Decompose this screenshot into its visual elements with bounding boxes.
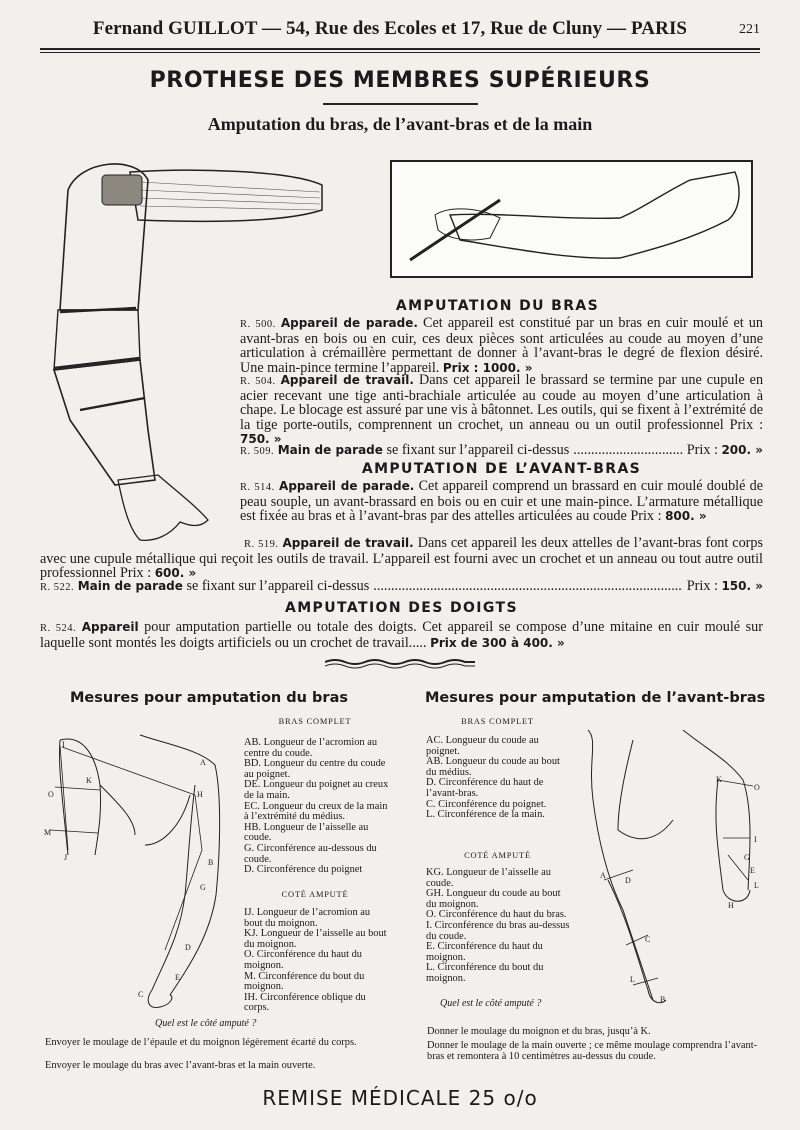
forearm-socket bbox=[54, 360, 155, 485]
prosthetic-hand bbox=[118, 475, 208, 540]
page-number: 221 bbox=[739, 22, 760, 37]
item-text: Dans cet appareil le brassard se termine par une cupule en acier recevant une tige anti-brachiale articulée au coude au moyen d’une articulation à chape. Le blocage est assuré par une vis à bâtonnet. Les outils, qui se fixent à l’extrémité de la tige porte-outils, comprennent un crochet, un anneau ou un outil professionnel bbox=[240, 372, 764, 433]
item-text: Cet appareil comprend un brassard en cuir moulé doublé de peau souple, un avant-brassard en bois ou en cuir et une main-pince. L’armature métallique est fixée au bras et à l’avant-bras par des attelles articulées au coude bbox=[240, 478, 764, 525]
item-price-label: Prix : bbox=[630, 508, 662, 525]
item-name: Appareil de travail. bbox=[280, 373, 414, 387]
shoulder-buckle bbox=[102, 175, 142, 205]
measure-item: O. Circonférence du haut du bras. bbox=[426, 909, 567, 921]
measure-item: DE. Longueur du poignet au creux de la main. bbox=[244, 779, 389, 801]
avant-ampute-heading: COTÉ AMPUTÉ bbox=[464, 851, 531, 860]
measure-item: G. Circonférence au-dessous du coude. bbox=[244, 842, 377, 865]
avant-question: Quel est le côté amputé ? bbox=[440, 998, 542, 1009]
medical-discount: REMISE MÉDICALE 25 o/o bbox=[262, 1086, 538, 1110]
measure-item: M. Circonférence du bout du moignon. bbox=[244, 970, 365, 993]
page-header: Fernand GUILLOT — 54, Rue des Ecoles et 17, Rue de Cluny — PARIS bbox=[92, 18, 688, 39]
shoulder-strap bbox=[130, 170, 322, 221]
bras-complet-heading: BRAS COMPLET bbox=[278, 717, 352, 726]
measure-item: KJ. Longueur de l’aisselle au bout du moignon. bbox=[244, 928, 387, 950]
figure-label: L bbox=[754, 881, 759, 890]
dot-leader bbox=[373, 579, 683, 595]
ref-code: R. 524. bbox=[40, 623, 77, 634]
section-heading-bras: AMPUTATION DU BRAS bbox=[395, 298, 600, 314]
page-title: PROTHESE DES MEMBRES SUPÉRIEURS bbox=[149, 68, 651, 93]
bras-ampute-heading: COTÉ AMPUTÉ bbox=[281, 890, 349, 899]
avantbras-item-514 bbox=[240, 479, 763, 524]
item-text: se fixant sur l’appareil ci-dessus bbox=[386, 442, 570, 458]
avantbras-item-522 bbox=[40, 579, 763, 595]
figure-label: K bbox=[86, 776, 92, 785]
measure-item: D. Circonférence du poignet bbox=[244, 864, 363, 876]
item-name: Appareil de travail. bbox=[282, 536, 414, 550]
bras-note-2: Envoyer le moulage du bras avec l’avant-bras et la main ouverte. bbox=[45, 1060, 316, 1071]
item-price: 200. » bbox=[721, 443, 763, 457]
figure-label: B bbox=[208, 858, 214, 867]
figure-label: D bbox=[625, 876, 631, 885]
figure-label: G bbox=[744, 853, 750, 862]
dot-leader bbox=[573, 443, 683, 459]
item-price: 750. » bbox=[240, 431, 282, 446]
item-name: Appareil de parade. bbox=[280, 316, 418, 330]
measure-item: I. Circonférence du bras au-dessus du coude. bbox=[426, 919, 570, 942]
item-price-label: Prix : bbox=[686, 442, 718, 458]
item-text: pour amputation partielle ou totale des doigts. Cet appareil se compose d’une mitaine en cuir moulé sur laquelle sont montés les doigts artificiels ou un crochet de travail..... bbox=[40, 619, 763, 652]
bras-measure-figure bbox=[40, 725, 240, 1015]
section-heading-doigts: AMPUTATION DES DOIGTS bbox=[284, 600, 518, 616]
measure-item: BD. Longueur du centre du coude au poignet. bbox=[244, 758, 386, 780]
item-price: Prix de 300 à 400. » bbox=[430, 636, 565, 651]
measure-item: C. Circonférence du poignet. bbox=[426, 798, 547, 810]
bras-item-500 bbox=[240, 316, 763, 375]
bras-note-1: Envoyer le moulage de l’épaule et du moignon légèrement écarté du corps. bbox=[45, 1037, 357, 1048]
figure-label: J bbox=[64, 853, 68, 862]
measure-item: GH. Longueur du coude au bout du moignon. bbox=[426, 888, 561, 910]
measure-item: HB. Longueur de l’aisselle au coude. bbox=[244, 821, 369, 844]
measure-item: AC. Longueur du coude au poignet. bbox=[426, 735, 539, 757]
figure-label: D bbox=[185, 943, 191, 952]
item-price-label: Prix : bbox=[686, 578, 718, 594]
item-price: Prix : 1000. » bbox=[442, 360, 533, 375]
figure-label: H bbox=[197, 790, 203, 799]
measure-item: AB. Longueur de l’acromion au centre du coude. bbox=[244, 737, 378, 759]
figure-label: E bbox=[175, 973, 180, 982]
measure-item: AB. Longueur du coude au bout du médius. bbox=[426, 756, 560, 778]
ref-code: R. 514. bbox=[240, 482, 275, 493]
bras-item-504 bbox=[240, 373, 763, 446]
item-price: 150. » bbox=[721, 579, 763, 593]
forearm-prosthesis-photo bbox=[390, 160, 753, 278]
measure-item: E. Circonférence du haut du moignon. bbox=[426, 941, 543, 963]
avant-complet-heading: BRAS COMPLET bbox=[461, 717, 534, 726]
avant-complet-list bbox=[426, 736, 571, 821]
bras-item-509 bbox=[240, 443, 763, 459]
figure-label: O bbox=[48, 790, 54, 799]
measures-bras-title: Mesures pour amputation du bras bbox=[70, 690, 348, 706]
measure-item: IH. Circonférence oblique du corps. bbox=[244, 991, 366, 1014]
header-rule-thin bbox=[40, 52, 760, 53]
figure-label: K bbox=[716, 775, 722, 784]
bras-complet-list bbox=[244, 738, 389, 876]
item-price: 600. » bbox=[154, 566, 197, 581]
item-price-label: Prix : bbox=[120, 565, 152, 582]
figure-label: I bbox=[754, 835, 757, 844]
measure-item: L. Circonférence de la main. bbox=[426, 809, 545, 821]
measures-avant-bras-title: Mesures pour amputation de l’avant-bras bbox=[425, 690, 766, 706]
bras-ampute-list bbox=[244, 908, 389, 1014]
avant-note-1: Donner le moulage du moignon et du bras, jusqu’à K. bbox=[427, 1026, 651, 1037]
figure-label: C bbox=[645, 935, 651, 944]
figure-label: A bbox=[200, 758, 206, 767]
ref-code: R. 509. bbox=[240, 446, 275, 457]
doigts-item-524 bbox=[40, 620, 763, 650]
figure-label: B bbox=[660, 995, 666, 1004]
measure-item: L. Circonférence du bout du moignon. bbox=[426, 962, 544, 984]
avant-bras-measure-figure bbox=[578, 720, 773, 1010]
figure-label: E bbox=[750, 866, 755, 875]
measure-item: KG. Longueur de l’aisselle au coude. bbox=[426, 867, 551, 889]
item-name: Appareil de parade. bbox=[279, 479, 415, 493]
figure-label: G bbox=[200, 883, 206, 892]
figure-label: A bbox=[600, 871, 606, 880]
measure-item: O. Circonférence du haut du moignon. bbox=[244, 949, 363, 971]
item-price: 800. » bbox=[665, 509, 707, 524]
item-text: Cet appareil est constitué par un bras en cuir moulé et un avant-bras en bois ou en cuir, ces deux pièces sont articulées au coude au moyen d’une articulation à crémaillère permettant de donner à l’avant-bras le degré de flexion désiré. Une main-pince termine l’appareil. bbox=[240, 315, 763, 376]
item-text: se fixant sur l’appareil ci-dessus bbox=[186, 578, 370, 594]
ref-code: R. 504. bbox=[240, 376, 276, 387]
figure-label: H bbox=[728, 901, 734, 910]
figure-label: O bbox=[754, 783, 760, 792]
ref-code: R. 522. bbox=[40, 582, 75, 593]
ref-code: R. 519. bbox=[243, 539, 279, 550]
item-price-label: Prix : bbox=[729, 416, 764, 433]
avant-note-2: Donner le moulage de la main ouverte ; ce même moulage comprendra l’avant-bras et remontera à 10 centimètres au-dessus du coude. bbox=[427, 1040, 758, 1062]
page-subtitle: Amputation du bras, de l’avant-bras et de la main bbox=[207, 114, 593, 134]
figure-label: I bbox=[62, 740, 65, 749]
bras-question: Quel est le côté amputé ? bbox=[155, 1018, 257, 1029]
item-name: Appareil bbox=[81, 620, 139, 634]
measure-item: IJ. Longueur de l’acromion au bout du moignon. bbox=[244, 907, 371, 929]
item-text: Dans cet appareil les deux attelles de l’avant-bras font corps avec une cupule métallique qui reçoit les outils de travail. L’appareil est fourni avec un crochet et un anneau ou tout autre outil professionnel bbox=[40, 535, 764, 582]
avantbras-item-519 bbox=[40, 536, 763, 581]
ref-code: R. 500. bbox=[240, 319, 276, 330]
title-underline bbox=[323, 103, 478, 105]
wave-separator bbox=[325, 658, 475, 670]
figure-label: M bbox=[44, 828, 52, 837]
item-name: Main de parade bbox=[277, 443, 383, 457]
measure-item: D. Circonférence du haut de l’avant-bras. bbox=[426, 777, 544, 799]
figure-label: L bbox=[630, 975, 635, 984]
figure-label: C bbox=[138, 990, 144, 999]
header-rule bbox=[40, 48, 760, 50]
avant-ampute-list bbox=[426, 868, 571, 985]
item-name: Main de parade bbox=[77, 579, 183, 593]
section-heading-avant-bras: AMPUTATION DE L’AVANT-BRAS bbox=[361, 461, 642, 477]
measure-item: EC. Longueur du creux de la main à l’extrémité du médius. bbox=[244, 800, 388, 823]
